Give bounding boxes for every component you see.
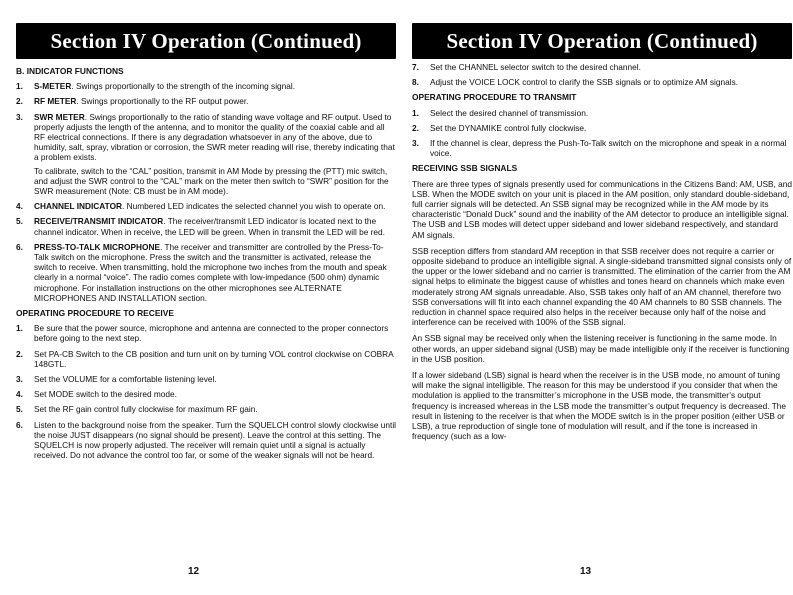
item-number: 4. <box>16 201 23 212</box>
left-content <box>16 66 396 461</box>
receive-step <box>412 62 792 72</box>
step-number: 2. <box>412 122 419 133</box>
item-text: . Numbered LED indicates the selected channel you wish to operate on. <box>122 201 386 212</box>
step-text: Set the RF gain control fully clockwise for maximum RF gain. <box>34 404 258 415</box>
item-label: CHANNEL INDICATOR <box>34 201 123 212</box>
indicator-functions-heading: B. INDICATOR FUNCTIONS <box>16 66 124 76</box>
indicator-list-continued <box>16 201 396 303</box>
ssb-paragraph: If a lower sideband (LSB) signal is heard when the receiver is in the USB mode, no amount of tuning will make the signal intelligible. The reason for this may be understood if you consider that when the modulation is applied to the transmitter’s microphone in the USB mode, the transmitter’s output frequency is increased whereas in the LSB mode the transmitter’s output frequency is decreased. The result in listening to the receiver is that when the MODE switch is in the proper position (either USB or LSB), a true reproduction of single tone of modulation will result, and if the tone is increased in frequency (such as a low- <box>412 370 787 442</box>
indicator-item <box>16 112 396 163</box>
receive-step <box>16 349 396 369</box>
ssb-paragraph: An SSB signal may be received only when the listening receiver is functioning in the same mode. In other words, an upper sideband signal (USB) may be made intelligible only if the receiver is functioning in the USB position. <box>412 333 790 364</box>
item-number: 6. <box>16 241 23 252</box>
page-number: 12 <box>188 566 200 577</box>
receive-steps-continued <box>412 62 792 87</box>
transmit-step <box>412 108 792 118</box>
page-number: 13 <box>580 566 592 577</box>
right-content <box>412 62 792 442</box>
section-title: Section IV Operation (Continued) <box>50 28 362 53</box>
indicator-item <box>16 216 396 236</box>
step-number: 3. <box>16 374 23 385</box>
item-label: RECEIVE/TRANSMIT INDICATOR <box>34 216 164 227</box>
step-text: Listen to the background noise from the speaker. Turn the SQUELCH control slowly clockwise until the noise JUST disappears (no signal should be present). Leave the control at this setting. The SQUELCH is now properly adjusted. The receiver will remain quiet until a signal is actually received. Do not advance the control too far, or some of the weaker signals will not be heard. <box>34 419 397 461</box>
step-text: Be sure that the power source, microphone and antenna are connected to the proper connectors before going to the next step. <box>34 323 389 344</box>
step-text: Select the desired channel of transmission. <box>430 107 589 118</box>
ssb-heading: RECEIVING SSB SIGNALS <box>412 163 518 174</box>
item-label: S-METER <box>34 81 72 92</box>
receive-step <box>16 374 396 384</box>
step-number: 6. <box>16 419 23 430</box>
receive-step <box>16 404 396 414</box>
step-number: 5. <box>16 404 23 415</box>
transmit-step <box>412 138 792 158</box>
ssb-paragraph: There are three types of signals presently used for communications in the Citizens Band: AM, USB, and LSB. When the MODE switch on your unit is placed in the AM position, only standard double-sideband, full carrier signals will be detected. An SSB signal may be recognized while in the AM mode by its characteristic “Donald Duck” sound and the inability of the AM detector to produce an intelligible signal. The USB and LSB modes will detect upper sideband and lower sideband respectively, and standard AM signals. <box>412 178 793 240</box>
item-label: PRESS-TO-TALK MICROPHONE <box>34 241 160 252</box>
receive-step <box>16 323 396 343</box>
step-text: Set MODE switch to the desired mode. <box>34 389 177 400</box>
step-number: 1. <box>412 107 419 118</box>
step-number: 3. <box>412 138 419 149</box>
step-number: 8. <box>412 77 419 88</box>
item-number: 2. <box>16 96 23 107</box>
item-text: . The receiver and transmitter are controlled by the Press-To-Talk switch on the microphone. Press the switch and the transmitter is activated, release the switch to receive. When transmitting, hold the microphone two inches from the mouth and speak clearly in a normal “voice”. The radio comes complete with low-impedance (500 ohm) dynamic microphone. For installation instructions on the other microphones see ALTERNATE MICROPHONES AND INSTALLATION section. <box>34 241 387 303</box>
section-banner <box>412 23 792 59</box>
step-text: Set the DYNAMIKE control fully clockwise. <box>430 122 587 133</box>
item-number: 1. <box>16 81 23 92</box>
step-number: 7. <box>412 62 419 72</box>
ssb-paragraph: SSB reception differs from standard AM reception in that SSB receiver does not require a carrier or opposite sideband to produce an intelligible signal. A single-sideband transmitted signal consists only of the upper or the lower sideband and no carrier is transmitted. The elimination of the carrier from the AM signal helps to eliminate the biggest cause of whistles and tones heard on channels which make even moderately strong AM signals unreadable. Also, SSB takes only half of an AM channel, therefore two SSB conversations will fit into each channel expanding the 40 AM channels to 80 SSB channels. The reduction in channel space required also helps in the receiver because only half of the noise and interference can be received with 100% of the SSB signal. <box>412 245 792 328</box>
transmit-step <box>412 123 792 133</box>
right-page <box>412 0 792 595</box>
item-text: . Swings proportionally to the RF output power. <box>76 96 249 107</box>
item-label: RF METER <box>34 96 77 107</box>
left-page <box>16 0 396 595</box>
item-number: 3. <box>16 111 23 122</box>
section-banner <box>16 23 396 59</box>
indicator-item <box>16 201 396 211</box>
step-number: 2. <box>16 348 23 359</box>
indicator-list <box>16 81 396 162</box>
item-label: SWR METER <box>34 111 85 122</box>
receive-step <box>16 389 396 399</box>
receive-steps-list <box>16 323 396 460</box>
item-text: . Swings proportionally to the strength of the incoming signal. <box>71 81 296 92</box>
step-text: Set the CHANNEL selector switch to the desired channel. <box>430 62 641 72</box>
transmit-steps-list <box>412 108 792 159</box>
item-text: . The receiver/transmit LED indicator is located next to the channel indicator. When in receive, the LED will be green. When in transmit the LED will be red. <box>34 216 385 237</box>
indicator-item <box>16 81 396 91</box>
indicator-item <box>16 242 396 303</box>
receive-step <box>16 420 396 461</box>
section-title: Section IV Operation (Continued) <box>446 28 758 53</box>
step-text: Adjust the VOICE LOCK control to clarify the SSB signals or to optimize AM signals. <box>430 77 739 88</box>
item-text: . Swings proportionally to the ratio of standing wave voltage and RF output. Used to properly adjusts the length of the antenna, and to monitor the quality of the coaxial cable and all RF electrical connections. If there is any degradation whatsoever in any of the above, due to humidity, salt, spray, vibration or corrosion, the SWR meter reading will rise, thereby indicating that a problem exists. <box>34 111 395 163</box>
step-text: Set PA-CB Switch to the CB position and turn unit on by turning VOL control clockwise on COBRA 148GTL. <box>34 348 394 369</box>
step-number: 4. <box>16 389 23 400</box>
swr-calibration-note: To calibrate, switch to the “CAL” position, transmit in AM Mode by pressing the (PTT) mic switch, and adjust the SWR control to the “CAL” mark on the meter then switch to “SWR” position for the SWR measurement (Note: CB must be in AM mode). <box>34 165 389 197</box>
receive-procedure-heading: OPERATING PROCEDURE TO RECEIVE <box>16 308 174 319</box>
step-text: If the channel is clear, depress the Push-To-Talk switch on the microphone and speak in a normal voice. <box>430 138 787 159</box>
item-number: 5. <box>16 216 23 227</box>
transmit-procedure-heading: OPERATING PROCEDURE TO TRANSMIT <box>412 92 577 103</box>
indicator-item <box>16 96 396 106</box>
step-text: Set the VOLUME for a comfortable listening level. <box>34 374 217 385</box>
step-number: 1. <box>16 323 23 334</box>
receive-step <box>412 77 792 87</box>
